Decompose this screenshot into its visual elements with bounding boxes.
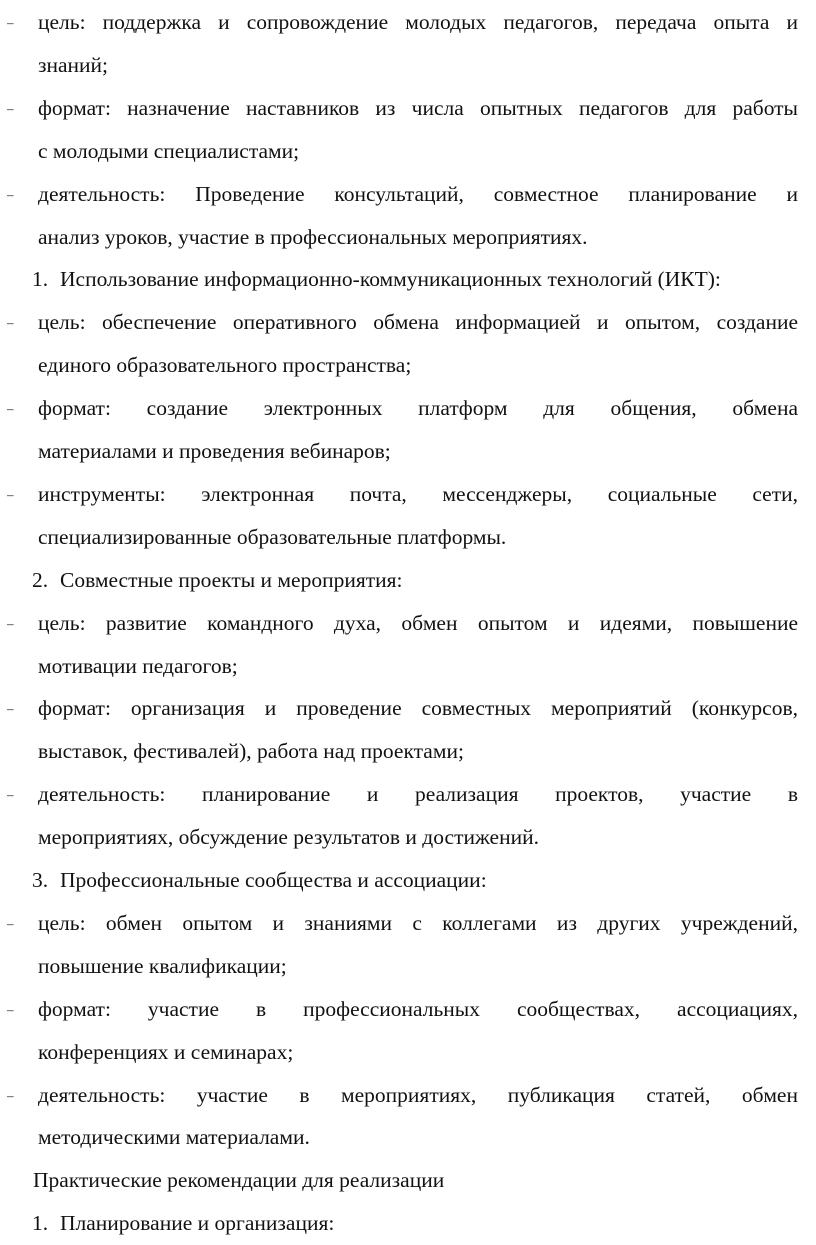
bullet-text: деятельность: Проведение консультаций, совместное планирование и [38,181,798,206]
bullet-marker: – [7,315,14,331]
text-line [0,1074,816,1117]
bullet-text: цель: обеспечение оперативного обмена информацией и опытом, создание [38,310,798,335]
bullet-text: инструменты: электронная почта, мессенджеры, социальные сети, [38,481,798,506]
bullet-marker: – [7,401,14,417]
text-line [0,773,816,816]
bullet-marker: – [7,486,14,502]
bullet-marker: – [7,615,14,631]
continuation-text: с молодыми специалистами; [38,138,300,163]
bullet-text: деятельность: планирование и реализация проектов, участие в [38,782,798,807]
continuation-text: конференциях и семинарах; [38,1039,294,1064]
text-line [0,344,816,387]
bullet-marker: – [7,100,14,116]
list-number: 3. [32,868,49,892]
numbered-heading: Использование информационно-коммуникационных технологий (ИКТ): [60,267,721,292]
bullet-text: цель: обмен опытом и знаниями с коллегами из других учреждений, [38,910,798,935]
text-line [0,1,816,44]
numbered-heading: Профессиональные сообщества и ассоциации: [60,868,487,892]
text-line [0,988,816,1031]
text-line [0,945,816,988]
bullet-text: деятельность: участие в мероприятиях, публикация статей, обмен [38,1082,798,1107]
continuation-text: выставок, фестивалей), работа над проектами; [38,739,464,764]
bullet-marker: – [7,915,14,931]
text-line [0,859,816,902]
bullet-text: формат: организация и проведение совместных мероприятий (конкурсов, [38,696,798,721]
text-line [0,173,816,216]
bullet-marker: – [7,186,14,202]
text-line [0,87,816,130]
text-line [0,687,816,730]
continuation-text: повышение квалификации; [38,953,287,978]
text-line [0,430,816,473]
continuation-text: знаний; [38,52,109,77]
text-line [0,301,816,344]
section-heading: Практические рекомендации для реализации [33,1168,445,1193]
continuation-text: мотивации педагогов; [38,653,238,678]
text-line [0,516,816,559]
text-line [0,387,816,430]
bullet-text: формат: участие в профессиональных сообществах, ассоциациях, [38,996,798,1021]
text-line [0,902,816,945]
continuation-text: анализ уроков, участие в профессиональных мероприятиях. [38,224,588,249]
bullet-text: цель: поддержка и сопровождение молодых педагогов, передача опыта и [38,10,798,34]
text-line [0,559,816,602]
text-line [0,1031,816,1074]
text-line [0,1159,816,1202]
numbered-heading: Планирование и организация: [60,1211,335,1236]
text-line [0,1116,816,1159]
list-number: 2. [32,567,49,592]
numbered-heading: Совместные проекты и мероприятия: [60,567,403,592]
bullet-marker: – [7,701,14,717]
continuation-text: единого образовательного пространства; [38,353,412,378]
text-line [0,130,816,173]
list-number: 1. [32,267,49,292]
continuation-text: методическими материалами. [38,1125,310,1150]
text-line [0,216,816,259]
list-number: 1. [32,1211,49,1236]
text-line [0,258,816,301]
continuation-text: материалами и проведения вебинаров; [38,439,391,463]
text-line [0,473,816,516]
bullet-marker: – [7,1001,14,1017]
text-line [0,645,816,688]
text-line [0,816,816,859]
bullet-marker: – [7,15,14,30]
continuation-text: мероприятиях, обсуждение результатов и достижений. [38,825,539,850]
bullet-marker: – [7,787,14,803]
text-line [0,602,816,645]
bullet-text: цель: развитие командного духа, обмен опытом и идеями, повышение [38,610,798,635]
bullet-text: формат: назначение наставников из числа опытных педагогов для работы [38,95,798,120]
bullet-marker: – [7,1087,14,1103]
continuation-text: специализированные образовательные платформы. [38,524,507,549]
text-line [0,730,816,773]
text-line [0,44,816,87]
bullet-text: формат: создание электронных платформ для общения, обмена [38,396,798,421]
